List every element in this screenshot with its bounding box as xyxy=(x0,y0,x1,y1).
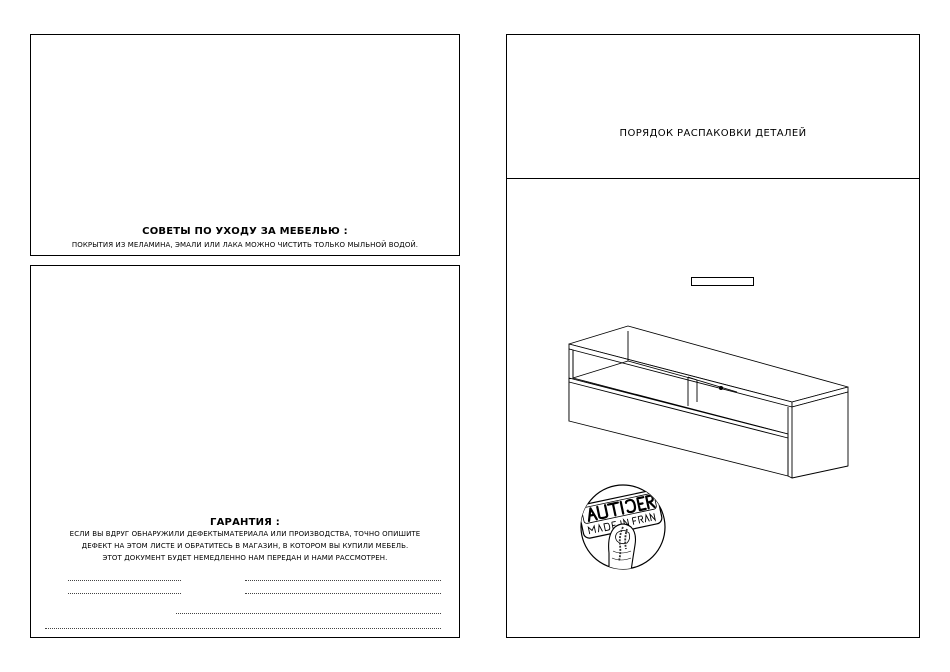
form-line-value-1[interactable] xyxy=(245,580,441,581)
form-line-value-3[interactable] xyxy=(176,613,441,614)
warranty-title: ГАРАНТИЯ : xyxy=(210,517,280,528)
care-title: СОВЕТЫ ПО УХОДУ ЗА МЕБЕЛЬЮ : xyxy=(142,226,348,237)
warranty-panel xyxy=(30,265,460,638)
cabinet-right-side xyxy=(792,392,848,478)
warranty-line-1: ЕСЛИ ВЫ ВДРУГ ОБНАРУЖИЛИ ДЕФЕКТЫМАТЕРИАЛА ИЛИ ПРОИЗВОДСТВА, ТОЧНО ОПИШИТЕ xyxy=(69,530,421,538)
warranty-line-3: ЭТОТ ДОКУМЕНТ БУДЕТ НЕМЕДЛЕННО НАМ ПЕРЕДАН И НАМИ РАССМОТРЕН. xyxy=(102,554,388,562)
unpacking-panel xyxy=(506,34,920,638)
tv-cabinet-drawing xyxy=(507,35,921,639)
care-panel xyxy=(30,34,460,256)
form-line-full[interactable] xyxy=(45,628,441,629)
form-line-value-2[interactable] xyxy=(245,593,441,594)
unpacking-title: ПОРЯДОК РАСПАКОВКИ ДЕТАЛЕЙ xyxy=(619,128,807,139)
gautier-stamp-illustration xyxy=(579,483,669,573)
form-line-name-2[interactable] xyxy=(68,593,181,594)
form-line-name-1[interactable] xyxy=(68,580,181,581)
cabinet-knob xyxy=(719,386,722,389)
care-text: ПОКРЫТИЯ ИЗ МЕЛАМИНА, ЭМАЛИ ИЛИ ЛАКА МОЖНО ЧИСТИТЬ ТОЛЬКО МЫЛЬНОЙ ВОДОЙ. xyxy=(71,241,419,249)
warranty-line-2: ДЕФЕКТ НА ЭТОМ ЛИСТЕ И ОБРАТИТЕСЬ В МАГАЗИН, В КОТОРОМ ВЫ КУПИЛИ МЕБЕЛЬ. xyxy=(81,542,409,550)
